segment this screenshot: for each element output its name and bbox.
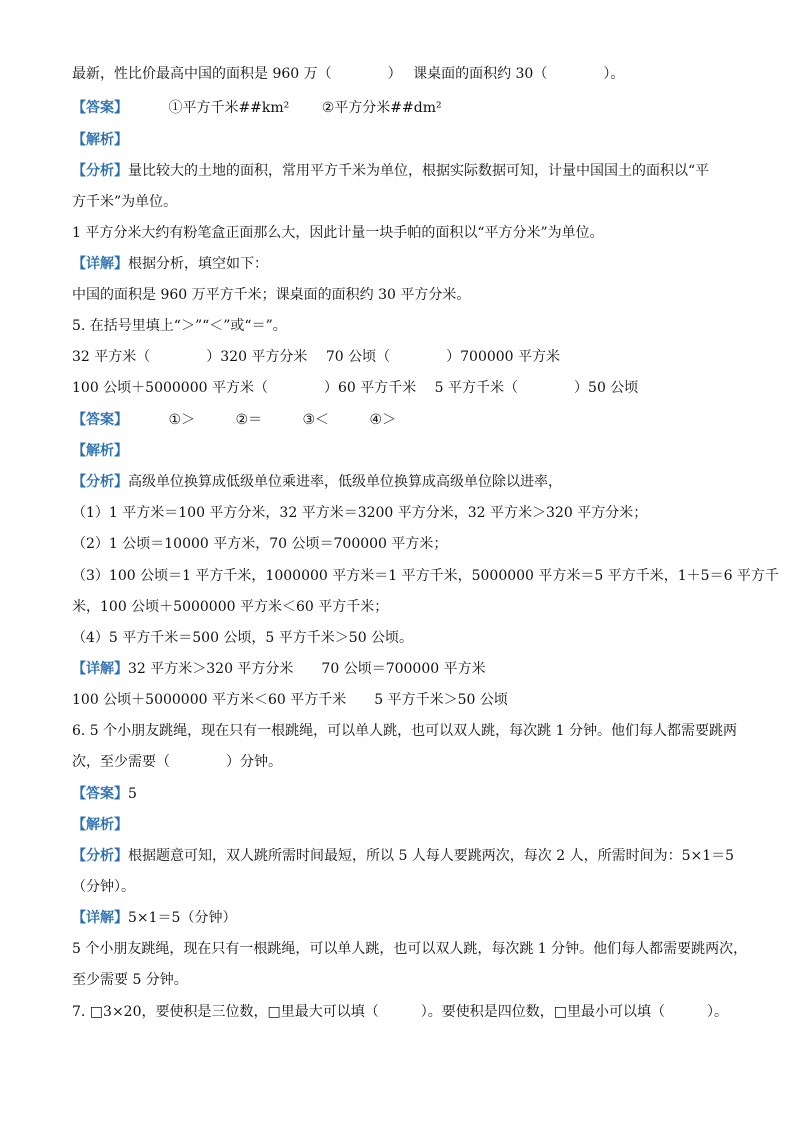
text-line: 次，至少需要（ ）分钟。 xyxy=(72,754,282,770)
detail-line: 【详解】根据分析，填空如下： xyxy=(72,256,268,272)
analysis-line: 【分析】根据题意可知，双人跳所需时间最短，所以 5 人每人要跳两次，每次 2 人，所需时间为：5×1＝5 xyxy=(72,848,735,864)
answer-marker: ① xyxy=(168,412,182,428)
answer-line xyxy=(72,98,732,118)
answer-value: 平方分米##dm² xyxy=(334,100,442,116)
answer-tag: 【答案】 xyxy=(72,100,128,116)
answer-marker: ② xyxy=(235,412,249,428)
answer-value: 平方千米##km² xyxy=(182,100,290,116)
text-line: 1 平方分米大约有粉笔盒正面那么大，因此计量一块手帕的面积以“平方分米”为单位。 xyxy=(72,225,604,241)
text-line: 至少需要 5 分钟。 xyxy=(72,972,188,988)
text-line: 5 个小朋友跳绳，现在只有一根跳绳，可以单人跳，也可以双人跳，每次跳 1 分钟。他们每人都需要跳两次， xyxy=(72,941,748,957)
answer-line: 【答案】5 xyxy=(72,786,137,802)
text-line: （1）1 平方米＝100 平方分米，32 平方米＝3200 平方分米，32 平方米＞320 平方分米； xyxy=(72,505,648,521)
question-line: 7. □3×20，要使积是三位数，□里最大可以填（ ）。要使积是四位数，□里最小可以填（ ）。 xyxy=(72,1004,728,1020)
answer-line xyxy=(72,410,732,430)
text-line: （2）1 公顷＝10000 平方米，70 公顷＝700000 平方米； xyxy=(72,536,448,552)
analysis-line: 【分析】高级单位换算成低级单位乘进率，低级单位换算成高级单位除以进率， xyxy=(72,474,562,490)
analysis-heading: 【解析】 xyxy=(72,132,128,148)
answer-value: ＞ xyxy=(181,412,196,428)
detail-line: 【详解】5×1＝5（分钟） xyxy=(72,910,237,926)
answer-marker: ② xyxy=(321,100,335,116)
text-line: （3）100 公顷＝1 平方千米，1000000 平方米＝1 平方千米，5000000 平方米＝5 平方千米，1＋5＝6 平方千 xyxy=(72,568,779,584)
text-line: （4）5 平方千米＝500 公顷，5 平方千米＞50 公顷。 xyxy=(72,630,414,646)
question-line: 5. 在括号里填上“＞”“＜”或“＝”。 xyxy=(72,318,287,334)
answer-marker: ① xyxy=(168,100,183,116)
text-line: 最新，性比价最高中国的面积是 960 万（ ） 课桌面的面积约 30（ ）。 xyxy=(72,66,625,82)
answer-value: ＝ xyxy=(248,412,263,428)
text-line: 100 公顷＋5000000 平方米＜60 平方千米 5 平方千米＞50 公顷 xyxy=(72,692,508,708)
text-line: 米，100 公顷＋5000000 平方米＜60 平方千米； xyxy=(72,599,389,615)
analysis-heading: 【解析】 xyxy=(72,443,128,459)
answer-value: ＞ xyxy=(382,412,397,428)
text-line: 中国的面积是 960 万平方千米；课桌面的面积约 30 平方分米。 xyxy=(72,287,471,303)
analysis-line: 【分析】量比较大的土地的面积，常用平方千米为单位，根据实际数据可知，计量中国国土的面积以“平 xyxy=(72,163,710,179)
answer-tag: 【答案】 xyxy=(72,412,128,428)
answer-marker: ④ xyxy=(369,412,383,428)
text-line: 100 公顷＋5000000 平方米（ ）60 平方千米 5 平方千米（ ）50 公顷 xyxy=(72,380,639,396)
answer-marker: ③ xyxy=(302,412,316,428)
text-line: 32 平方米（ ）320 平方分米 70 公顷（ ）700000 平方米 xyxy=(72,349,561,365)
detail-line: 【详解】32 平方米＞320 平方分米 70 公顷＝700000 平方米 xyxy=(72,661,486,677)
text-line: 方千米”为单位。 xyxy=(72,194,178,210)
text-line: （分钟）。 xyxy=(72,879,135,895)
analysis-heading: 【解析】 xyxy=(72,817,128,833)
question-line: 6. 5 个小朋友跳绳，现在只有一根跳绳，可以单人跳，也可以双人跳，每次跳 1 分钟。他们每人都需要跳两 xyxy=(72,723,737,739)
answer-value: ＜ xyxy=(315,412,330,428)
